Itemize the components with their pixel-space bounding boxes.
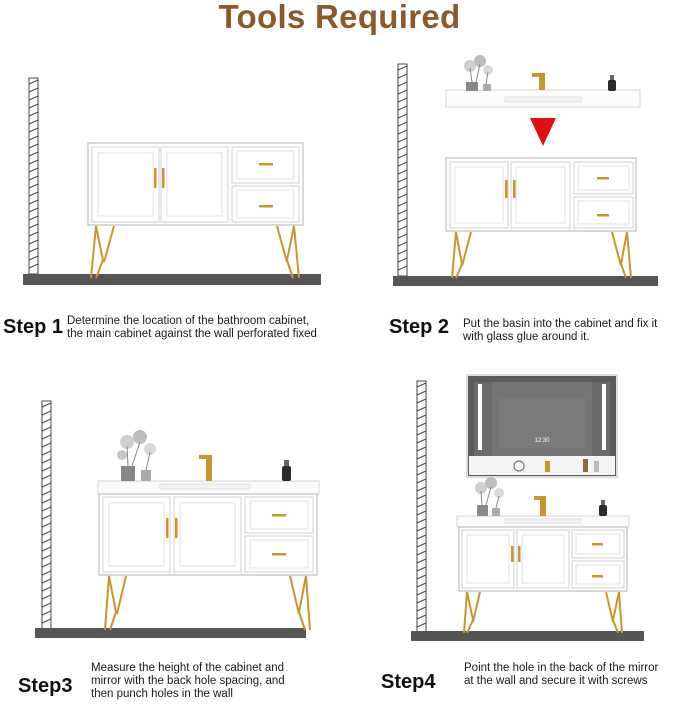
step4-desc-line: at the wall and secure it with screws <box>464 675 648 687</box>
step4-desc-line: Point the hole in the back of the mirror <box>464 662 659 674</box>
floor <box>411 631 644 641</box>
step1-label: Step 1 <box>3 316 64 338</box>
step2-desc-line: Put the basin into the cabinet and fix it <box>463 318 658 330</box>
step1-desc-line: Determine the location of the bathroom cabinet, <box>67 315 310 327</box>
step3-desc-line: then punch holes in the wall <box>91 688 233 700</box>
vanity-cabinet <box>459 527 627 633</box>
step2-label: Step 2 <box>389 316 450 338</box>
step3-desc-line: mirror with the back hole spacing, and <box>91 675 285 687</box>
step3-label: Step3 <box>18 675 73 697</box>
step4-label: Step4 <box>381 671 436 693</box>
page-title: Tools Required <box>218 0 461 35</box>
step3-desc-line: Measure the height of the cabinet and <box>91 662 285 674</box>
step4-description <box>464 662 658 688</box>
step2-desc-line: with glass glue around it. <box>463 331 590 343</box>
mirror-cabinet <box>467 375 617 477</box>
step1-desc-line: the main cabinet against the wall perforated fixed <box>67 328 317 340</box>
mirror-clock-display: 12:30 <box>534 438 550 444</box>
plant-decoration <box>475 477 504 516</box>
wall-hatch <box>417 381 426 633</box>
